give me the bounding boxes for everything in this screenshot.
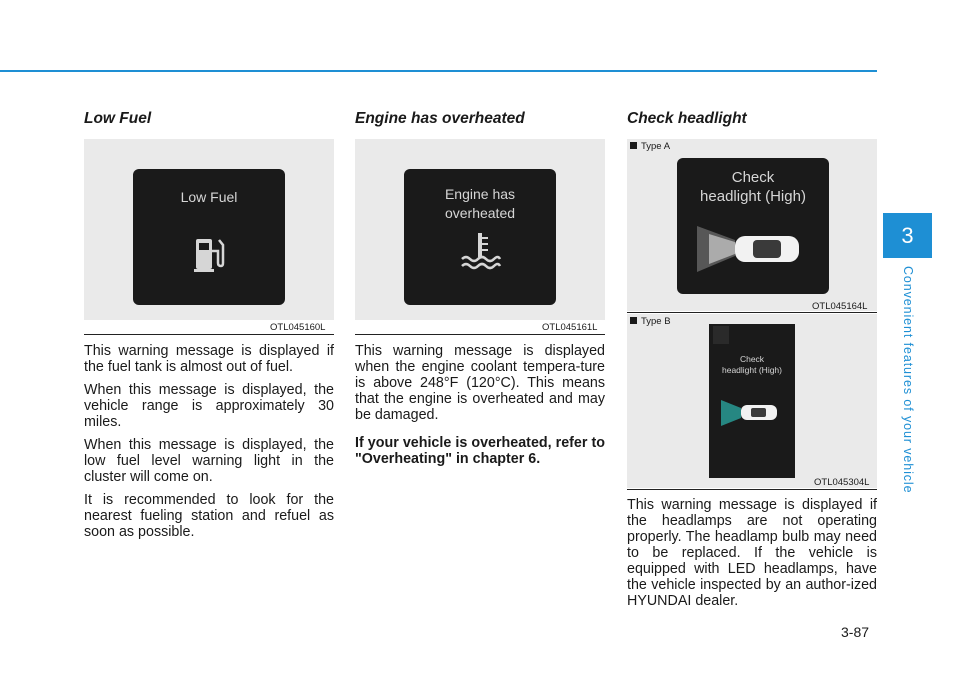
low-fuel-body: [84, 343, 334, 547]
display-message-line1: Check: [739, 354, 765, 364]
figure-rule: [627, 312, 877, 313]
chapter-title-vertical: [897, 266, 919, 496]
display-message-line2: headlight (High): [700, 188, 806, 205]
display-message-line1: Engine has: [444, 186, 516, 202]
fuel-pump-icon: [192, 235, 228, 275]
engine-overheated-figure: [355, 139, 605, 320]
header-rule: [0, 70, 877, 72]
cluster-display: [709, 324, 795, 478]
page-number: 3-87: [841, 624, 870, 640]
figure-rule: [627, 489, 877, 490]
cluster-display: [677, 158, 829, 294]
image-code: OTL045304L: [814, 477, 870, 488]
paragraph: This warning message is displayed if the headlamps are not operating properly. The headlamp bulb may need to be replaced. If the vehicle is equipped with LED headlamps, have the vehicle inspected by an author-ized HYUNDAI dealer.: [627, 497, 877, 609]
display-message: Low Fuel: [180, 189, 238, 205]
check-headlight-body: [627, 497, 877, 616]
display-corner-box: [713, 326, 729, 344]
paragraph: When this message is displayed, the low fuel level warning light in the cluster will come on.: [84, 437, 334, 485]
chapter-title: Convenient features of your vehicle: [901, 266, 915, 494]
check-headlight-figure-a: [627, 139, 877, 311]
section-heading: Low Fuel: [84, 110, 152, 127]
section-engine-overheated: [355, 110, 605, 128]
section-check-headlight: [627, 110, 877, 128]
display-message-line2: headlight (High): [721, 365, 782, 375]
car-headlight-icon: [695, 220, 811, 280]
section-low-fuel: [84, 110, 334, 128]
engine-overheated-body: [355, 343, 605, 474]
check-headlight-figure-b: [627, 314, 877, 488]
overheating-note: If your vehicle is overheated, refer to "Overheating" in chapter 6.: [355, 435, 605, 467]
display-message-line1: Check: [731, 169, 775, 186]
type-a-label: Type A: [630, 141, 670, 152]
chapter-number: 3: [901, 222, 914, 248]
chapter-tab: [883, 213, 932, 258]
image-code: OTL045161L: [542, 322, 598, 333]
paragraph: When this message is displayed, the vehicle range is approximately 30 miles.: [84, 382, 334, 430]
image-code: OTL045164L: [812, 301, 868, 312]
figure-rule: [84, 334, 334, 335]
figure-rule: [355, 334, 605, 335]
coolant-temperature-icon: [458, 231, 502, 271]
section-heading: Engine has overheated: [355, 110, 525, 127]
paragraph: This warning message is displayed when the engine coolant tempera-ture is above 248°F (120°C). This means that the engine is overheated and may be damaged.: [355, 343, 605, 423]
low-fuel-figure: [84, 139, 334, 320]
section-heading: Check headlight: [627, 110, 747, 127]
image-code: OTL045160L: [270, 322, 326, 333]
car-headlight-icon: [719, 396, 783, 430]
cluster-display: [404, 169, 556, 305]
paragraph: This warning message is displayed if the fuel tank is almost out of fuel.: [84, 343, 334, 375]
cluster-display: [133, 169, 285, 305]
paragraph: It is recommended to look for the nearest fueling station and refuel as soon as possible.: [84, 492, 334, 540]
display-message-line2: overheated: [444, 205, 516, 221]
type-b-label: Type B: [630, 316, 671, 327]
